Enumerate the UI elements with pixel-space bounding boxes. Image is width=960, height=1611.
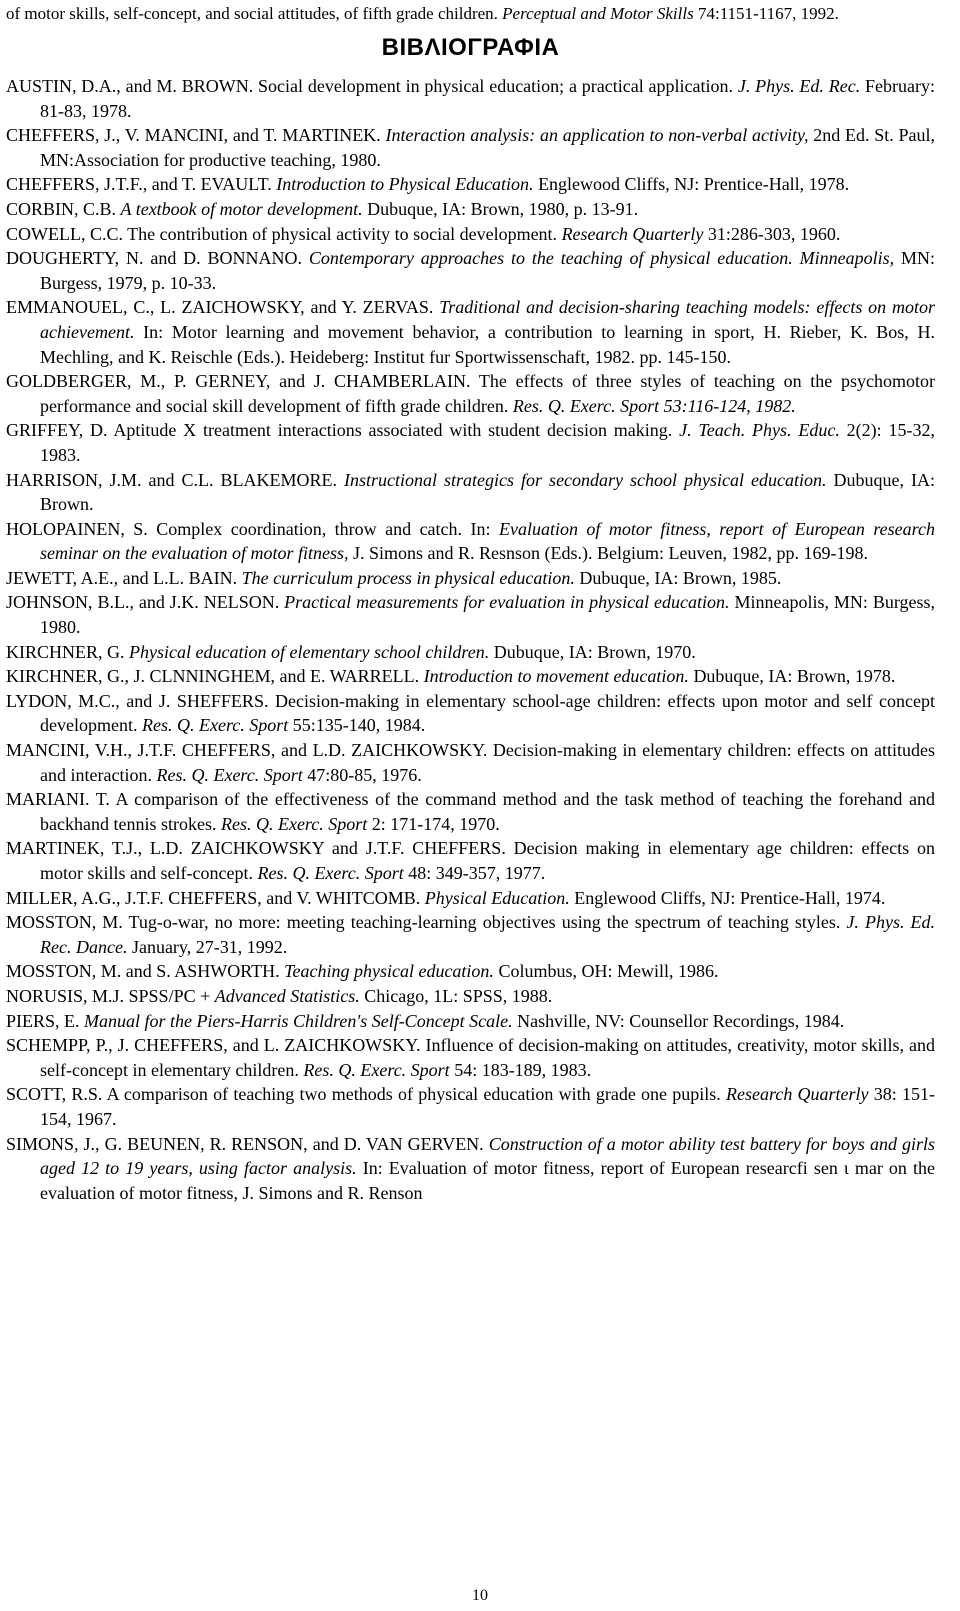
text-span: MOSSTON, M. and S. ASHWORTH. (6, 961, 285, 982)
italic-text: Res. Q. Exerc. Sport (156, 764, 303, 785)
text-span: 54: 183-189, 1983. (449, 1059, 592, 1080)
italic-text: Practical measurements for evaluation in physical education. (284, 592, 730, 613)
text-span: JOHNSON, B.L., and J.K. NELSON. (6, 592, 285, 613)
text-span: NORUSIS, M.J. SPSS/PC + (6, 985, 215, 1006)
reference-entry (6, 222, 935, 247)
italic-text: Evaluation of motor fitness, report of European research seminar on the evaluation of motor fitness, (40, 518, 935, 564)
reference-entry (6, 295, 935, 369)
text-span: HARRISON, J.M. and C.L. BLAKEMORE. (6, 469, 345, 490)
reference-entry (6, 738, 935, 787)
text-span: CORBIN, C.B. (6, 198, 121, 219)
italic-text: Contemporary approaches to the teaching of physical education. Minneapolis, (308, 248, 895, 269)
text-span: MN: Burgess, 1979, p. 10-33. (40, 248, 935, 293)
reference-entry (6, 1132, 935, 1206)
reference-entry (6, 418, 935, 467)
reference-entry (6, 172, 935, 197)
reference-list (6, 74, 935, 1205)
reference-entry (6, 640, 935, 665)
text-span: Dubuque, IA: Brown, 1978. (688, 666, 896, 687)
text-span: DOUGHERTY, N. and D. BONNANO. (6, 248, 309, 269)
italic-text: The curriculum process in physical education. (241, 567, 575, 588)
italic-text: Res. Q. Exerc. Sport (141, 715, 289, 736)
reference-entry (6, 517, 935, 566)
italic-text: J. Teach. Phys. Educ. (679, 420, 840, 441)
reference-entry (6, 910, 935, 959)
reference-entry (6, 984, 935, 1009)
italic-text: Instructional strategics for secondary school physical education. (344, 469, 827, 490)
text-span: SIMONS, J., G. BEUNEN, R. RENSON, and D. VAN GERVEN. (6, 1133, 489, 1154)
text-span: Minneapolis, MN: Burgess, 1980. (40, 592, 936, 638)
text-span: CHEFFERS, J.T.F., and T. EVAULT. (6, 174, 277, 195)
italic-text: Manual for the Piers-Harris Children's Self-Concept Scale. (84, 1010, 513, 1031)
reference-entry (6, 197, 935, 222)
italic-text: J. Phys. Ed. Rec. Dance. (40, 912, 935, 957)
reference-entry (6, 566, 935, 591)
text-span: GRIFFEY, D. Aptitude X treatment interactions associated with student decision making. (6, 420, 680, 441)
italic-text: Introduction to movement education. (423, 666, 689, 687)
italic-text: Interaction analysis: an application to non-verbal activity, (385, 125, 809, 146)
text-span: KIRCHNER, G. (6, 641, 130, 662)
reference-entry (6, 468, 935, 517)
italic-text: Perceptual and Motor Skills (502, 4, 694, 23)
continued-reference (6, 2, 935, 26)
text-span: Dubuque, IA: Brown. (40, 469, 936, 515)
text-span: January, 27-31, 1992. (127, 936, 288, 957)
reference-entry (6, 886, 935, 911)
reference-entry (6, 787, 935, 836)
text-span: In: Evaluation of motor fitness, report of European researcfi sen ι mar on the evaluation of motor fitness, J. Simons and R. Renson (40, 1158, 936, 1203)
reference-entry (6, 689, 935, 738)
text-span: Dubuque, IA: Brown, 1985. (574, 567, 782, 588)
text-span: MILLER, A.G., J.T.F. CHEFFERS, and V. WHITCOMB. (6, 887, 425, 908)
text-span: Nashville, NV: Counsellor Recordings, 1984. (512, 1010, 845, 1031)
reference-entry (6, 664, 935, 689)
reference-entry (6, 1009, 935, 1034)
italic-text: Physical education of elementary school children. (129, 641, 490, 662)
text-span: Englewood Cliffs, NJ: Prentice-Hall, 1974. (569, 887, 886, 908)
italic-text: Construction of a motor ability test battery for boys and girls aged 12 to 19 years, using factor analysis. (40, 1133, 936, 1179)
reference-entry (6, 369, 935, 418)
italic-text: Res. Q. Exerc. Sport (257, 863, 404, 883)
italic-text: Research Quarterly (561, 223, 704, 244)
text-span: AUSTIN, D.A., and M. BROWN. Social development in physical education; a practical application. (6, 76, 738, 96)
text-span: MOSSTON, M. Tug-o-war, no more: meeting teaching-learning objectives using the spectrum of teaching styles. (6, 912, 847, 933)
italic-text: Res. Q. Exerc. Sport (220, 813, 368, 834)
text-span: LYDON, M.C., and J. SHEFFERS. Decision-making in elementary school-age children: effects upon motor and self concept development. (6, 690, 935, 736)
text-span: February: 81-83, 1978. (40, 76, 935, 121)
italic-text: Physical Education. (424, 887, 570, 908)
italic-text: Res. Q. Exerc. Sport (303, 1059, 450, 1080)
reference-entry (6, 1033, 935, 1082)
text-span: 2nd Ed. St. Paul, MN:Association for productive teaching, 1980. (40, 125, 936, 170)
italic-text: Traditional and decision-sharing teaching models: effects on motor achievement. (40, 297, 935, 342)
reference-entry (6, 123, 935, 172)
text-span: J. Simons and R. Resnson (Eds.). Belgium: Leuven, 1982, pp. 169-198. (348, 543, 868, 564)
italic-text: Introduction to Physical Education. (276, 174, 534, 195)
text-span: Dubuque, IA: Brown, 1970. (489, 641, 696, 662)
text-span: In: Motor learning and movement behavior, a contribution to learning in sport, H. Rieber, K. Bos, H. Mechling, and K. Reischle (Eds.). Heideberg: Institut fur Sportwissenschaft, 1982. pp. 145-150. (40, 321, 935, 367)
italic-text: Research Quarterly (726, 1084, 869, 1105)
text-span: MARIANI. T. A comparison of the effectiveness of the command method and the task method of teaching the forehand and backhand tennis strokes. (6, 789, 935, 834)
reference-entry (6, 74, 935, 123)
text-span: CHEFFERS, J., V. MANCINI, and T. MARTINEK. (6, 125, 386, 146)
bibliography-heading: ΒΙΒΛΙΟΓΡΑΦΙΑ (381, 34, 560, 61)
text-span: 2: 171-174, 1970. (367, 813, 500, 834)
text-span: MANCINI, V.H., J.T.F. CHEFFERS, and L.D. ZAICHKOWSKY. Decision-making in elementary children: effects on attitudes and interaction. (6, 740, 935, 785)
italic-text: Res. Q. Exerc. Sport 53:116-124, 1982. (512, 395, 796, 416)
text-span: MARTINEK, T.J., L.D. ZAICHKOWSKY and J.T.F. CHEFFERS. Decision making in elementary age children: effects on motor skills and self-concept. (6, 838, 935, 883)
text-span: HOLOPAINEN, S. Complex coordination, throw and catch. In: (6, 518, 499, 539)
reference-entry (6, 246, 935, 295)
italic-text: Advanced Statistics. (214, 985, 360, 1006)
text-span: 74:1151-1167, 1992. (693, 4, 839, 23)
text-span: 31:286-303, 1960. (703, 223, 841, 244)
text-span: Englewood Cliffs, NJ: Prentice-Hall, 1978. (533, 174, 850, 195)
text-span: Columbus, OH: Mewill, 1986. (493, 961, 719, 982)
text-span: of motor skills, self-concept, and social attitudes, of fifth grade children. (6, 4, 503, 23)
text-span: Dubuque, IA: Brown, 1980, p. 13-91. (362, 198, 639, 219)
text-span: JEWETT, A.E., and L.L. BAIN. (6, 567, 242, 588)
italic-text: J. Phys. Ed. Rec. (737, 76, 861, 96)
italic-text: A textbook of motor development. (120, 198, 363, 219)
italic-text: Teaching physical education. (284, 961, 494, 982)
text-span: PIERS, E. (6, 1010, 85, 1031)
text-span: KIRCHNER, G., J. CLNNINGHEM, and E. WARRELL. (6, 666, 424, 687)
text-span: SCHEMPP, P., J. CHEFFERS, and L. ZAICHKOWSKY. Influence of decision-making on attitudes, creativity, motor skills, and self-concept in elementary children. (6, 1035, 935, 1080)
text-span: 48: 349-357, 1977. (403, 863, 546, 883)
page-number: 10 (472, 1587, 488, 1604)
text-span: SCOTT, R.S. A comparison of teaching two methods of physical education with grade one pupils. (6, 1084, 727, 1105)
text-span: 2(2): 15-32, 1983. (40, 420, 935, 465)
reference-entry (6, 590, 935, 639)
reference-entry (6, 1082, 935, 1131)
reference-entry (6, 959, 935, 984)
text-span: Chicago, 1L: SPSS, 1988. (359, 985, 553, 1006)
text-span: 55:135-140, 1984. (288, 715, 426, 736)
text-span: EMMANOUEL, C., L. ZAICHOWSKY, and Y. ZERVAS. (6, 297, 440, 318)
text-span: 47:80-85, 1976. (302, 764, 422, 785)
text-span: 38: 151-154, 1967. (40, 1084, 936, 1129)
text-span: COWELL, C.C. The contribution of physical activity to social development. (6, 223, 562, 244)
reference-entry (6, 836, 935, 885)
text-span: GOLDBERGER, M., P. GERNEY, and J. CHAMBERLAIN. The effects of three styles of teaching on the psychomotor performance and social skill development of fifth grade children. (6, 371, 935, 416)
